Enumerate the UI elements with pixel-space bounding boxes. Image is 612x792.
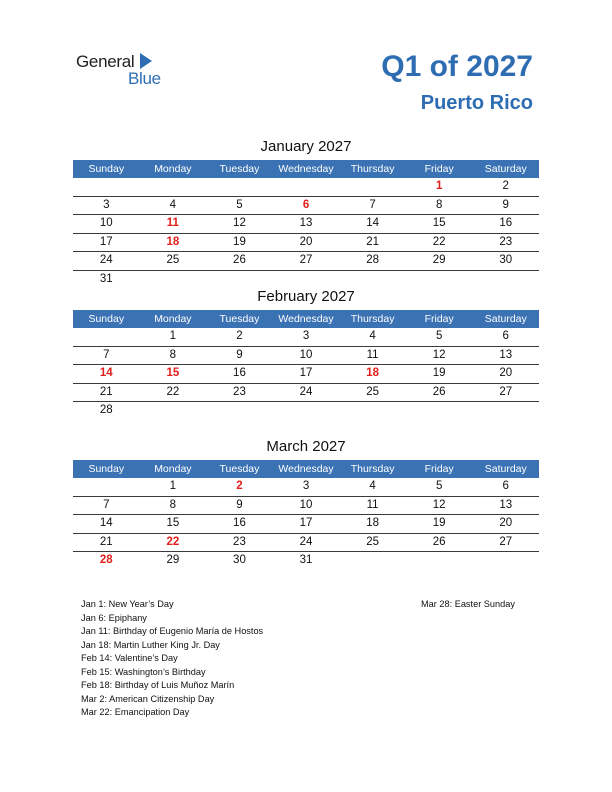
day-cell: 14	[99, 517, 113, 530]
day-cell: 2	[236, 330, 243, 342]
holiday-list-right	[421, 598, 515, 612]
day-cell: 9	[236, 348, 243, 361]
holiday-note: Feb 14: Valentine’s Day	[81, 653, 178, 663]
day-cell	[406, 402, 473, 420]
day-cell: 23	[233, 535, 246, 548]
week-row	[73, 515, 539, 534]
day-cell	[472, 271, 539, 289]
day-cell: 28	[366, 254, 379, 267]
day-cell: 17	[299, 367, 313, 380]
day-cell: 18	[166, 235, 180, 248]
weekday-label: Thursday	[350, 313, 395, 325]
day-cell: 28	[99, 554, 113, 567]
week-row	[73, 271, 539, 289]
day-cell: 4	[369, 480, 376, 492]
day-cell: 20	[499, 517, 513, 530]
weekday-label: Friday	[424, 163, 454, 175]
day-cell: 16	[499, 217, 513, 230]
day-cell: 27	[299, 254, 313, 267]
day-cell: 7	[369, 198, 376, 211]
day-cell: 25	[366, 385, 379, 398]
day-cell: 1	[435, 180, 443, 192]
day-cell	[406, 271, 473, 289]
day-cell: 29	[166, 554, 180, 567]
day-cell: 20	[499, 367, 513, 380]
week-row	[73, 328, 539, 347]
day-cell: 1	[169, 330, 177, 342]
day-cell	[140, 402, 207, 420]
month-title: January 2027	[260, 138, 352, 155]
day-cell: 5	[435, 330, 443, 342]
weekday-label: Tuesday	[219, 163, 260, 175]
holiday-note: Mar 22: Emancipation Day	[81, 707, 190, 717]
day-cell: 25	[166, 254, 180, 267]
day-cell: 17	[299, 517, 313, 530]
day-cell: 1	[169, 480, 177, 492]
day-cell: 23	[233, 385, 246, 398]
day-cell: 10	[99, 217, 113, 230]
weekday-label: Thursday	[350, 463, 395, 475]
logo-blue-text: Blue	[128, 69, 161, 88]
logo	[76, 50, 186, 90]
day-cell: 27	[499, 535, 513, 548]
weekday-label: Sunday	[88, 463, 125, 475]
week-row	[73, 478, 539, 497]
day-cell: 22	[166, 385, 180, 398]
month-calendar-march	[73, 438, 539, 570]
holiday-note: Jan 6: Epiphany	[81, 612, 147, 623]
day-cell	[273, 402, 340, 420]
weekday-label: Sunday	[88, 313, 125, 325]
day-cell: 7	[103, 498, 110, 511]
day-cell: 30	[233, 554, 246, 567]
day-cell: 3	[302, 330, 310, 342]
day-cell: 8	[435, 198, 443, 211]
day-cell: 6	[302, 198, 310, 211]
day-cell	[273, 271, 340, 289]
week-row	[73, 197, 539, 216]
week-row	[73, 534, 539, 553]
day-cell: 9	[236, 498, 243, 511]
day-cell: 22	[166, 535, 180, 548]
holiday-note: Mar 28: Easter Sunday	[421, 599, 515, 609]
month-calendar-january	[73, 138, 539, 289]
week-row	[73, 384, 539, 403]
weekday-label: Tuesday	[219, 313, 260, 325]
week-row	[73, 552, 539, 570]
day-cell: 13	[499, 498, 513, 511]
day-cell: 2	[502, 180, 509, 192]
day-cell	[206, 402, 273, 420]
day-cell: 13	[299, 217, 313, 230]
week-row	[73, 234, 539, 253]
day-cell: 19	[432, 367, 446, 380]
day-cell: 24	[299, 535, 313, 548]
day-cell	[472, 552, 539, 570]
day-cell: 16	[233, 367, 246, 380]
day-cell: 12	[432, 348, 446, 361]
day-cell: 19	[432, 517, 446, 530]
weekday-label: Thursday	[350, 163, 395, 175]
logo-general-text: General	[76, 52, 135, 71]
day-cell: 23	[499, 235, 513, 248]
weekday-label: Saturday	[484, 463, 527, 475]
holiday-note: Jan 1: New Year’s Day	[81, 599, 174, 609]
day-cell: 28	[99, 404, 113, 417]
holiday-note: Mar 2: American Citizenship Day	[81, 693, 215, 704]
day-cell: 10	[299, 348, 313, 361]
weekday-label: Wednesday	[278, 313, 334, 325]
week-row	[73, 252, 539, 271]
day-cell: 30	[499, 254, 513, 267]
day-cell: 15	[166, 367, 180, 380]
day-cell	[339, 402, 406, 420]
weekday-label: Saturday	[484, 313, 527, 325]
day-cell: 21	[99, 385, 113, 398]
holiday-note: Feb 15: Washington’s Birthday	[81, 666, 206, 677]
day-cell: 26	[432, 535, 446, 548]
weekday-header-row	[73, 310, 539, 328]
day-cell	[73, 328, 140, 346]
day-cell: 16	[233, 517, 246, 530]
day-cell: 12	[233, 217, 246, 230]
weekday-label: Wednesday	[278, 163, 334, 175]
day-cell: 10	[299, 498, 313, 511]
day-cell: 17	[99, 235, 113, 248]
day-cell: 18	[366, 517, 379, 530]
day-cell: 15	[432, 217, 446, 230]
weekday-label: Saturday	[484, 163, 527, 175]
day-cell: 8	[169, 498, 177, 511]
day-cell: 4	[169, 198, 177, 211]
day-cell	[472, 402, 539, 420]
day-cell: 22	[432, 235, 446, 248]
day-cell: 6	[502, 330, 509, 342]
day-cell: 15	[166, 517, 180, 530]
day-cell: 11	[166, 217, 179, 230]
day-cell: 12	[432, 498, 446, 511]
week-row	[73, 365, 539, 384]
day-cell: 3	[302, 480, 310, 492]
day-cell: 14	[366, 217, 379, 230]
day-cell: 13	[499, 348, 513, 361]
logo-triangle-icon	[140, 53, 152, 69]
weekday-label: Friday	[424, 313, 454, 325]
month-title: March 2027	[266, 438, 346, 455]
day-cell: 24	[99, 254, 113, 267]
page-title: Q1 of 2027	[381, 50, 533, 83]
week-row	[73, 178, 539, 197]
day-cell: 26	[233, 254, 246, 267]
day-cell: 5	[236, 198, 243, 211]
day-cell: 3	[103, 198, 110, 211]
day-cell: 2	[236, 480, 243, 492]
day-cell	[339, 271, 406, 289]
day-cell: 31	[299, 554, 313, 567]
day-cell: 14	[99, 367, 113, 380]
holiday-note: Feb 18: Birthday of Luis Muñoz Marín	[81, 680, 235, 690]
week-row	[73, 347, 539, 366]
country-name: Puerto Rico	[420, 92, 533, 114]
day-cell: 6	[502, 480, 509, 492]
weekday-label: Monday	[154, 313, 192, 325]
week-row	[73, 215, 539, 234]
week-row	[73, 402, 539, 420]
day-cell	[406, 552, 473, 570]
day-cell	[273, 178, 340, 196]
holiday-note: Jan 18: Martin Luther King Jr. Day	[81, 639, 220, 650]
weekday-label: Friday	[424, 463, 454, 475]
day-cell: 26	[432, 385, 446, 398]
day-cell: 18	[366, 367, 379, 380]
day-cell	[140, 271, 207, 289]
day-cell: 27	[499, 385, 513, 398]
day-cell: 5	[435, 480, 443, 492]
day-cell: 21	[99, 535, 113, 548]
day-cell: 20	[299, 235, 313, 248]
weekday-header-row	[73, 460, 539, 478]
day-cell	[73, 178, 140, 196]
weekday-header-row	[73, 160, 539, 178]
day-cell: 24	[299, 385, 313, 398]
weekday-label: Sunday	[88, 163, 125, 175]
holiday-list-left	[81, 598, 263, 720]
day-cell: 7	[103, 348, 110, 361]
holiday-note: Jan 11: Birthday of Eugenio María de Hostos	[81, 626, 264, 636]
day-cell: 11	[366, 348, 379, 361]
day-cell	[339, 552, 406, 570]
day-cell: 11	[366, 498, 379, 511]
day-cell	[206, 178, 273, 196]
weekday-label: Monday	[154, 463, 192, 475]
day-cell: 29	[432, 254, 446, 267]
day-cell: 21	[366, 235, 379, 248]
month-title: February 2027	[257, 288, 355, 305]
day-cell	[339, 178, 406, 196]
weekday-label: Wednesday	[278, 463, 334, 475]
day-cell: 8	[169, 348, 177, 361]
day-cell: 4	[369, 330, 376, 342]
day-cell: 31	[99, 272, 113, 285]
week-row	[73, 497, 539, 516]
day-cell: 19	[233, 235, 246, 248]
weekday-label: Monday	[154, 163, 192, 175]
weekday-label: Tuesday	[219, 463, 260, 475]
month-calendar-february	[73, 288, 539, 420]
day-cell	[73, 478, 140, 496]
day-cell: 25	[366, 535, 379, 548]
day-cell: 9	[502, 198, 509, 211]
day-cell	[140, 178, 207, 196]
day-cell	[206, 271, 273, 289]
